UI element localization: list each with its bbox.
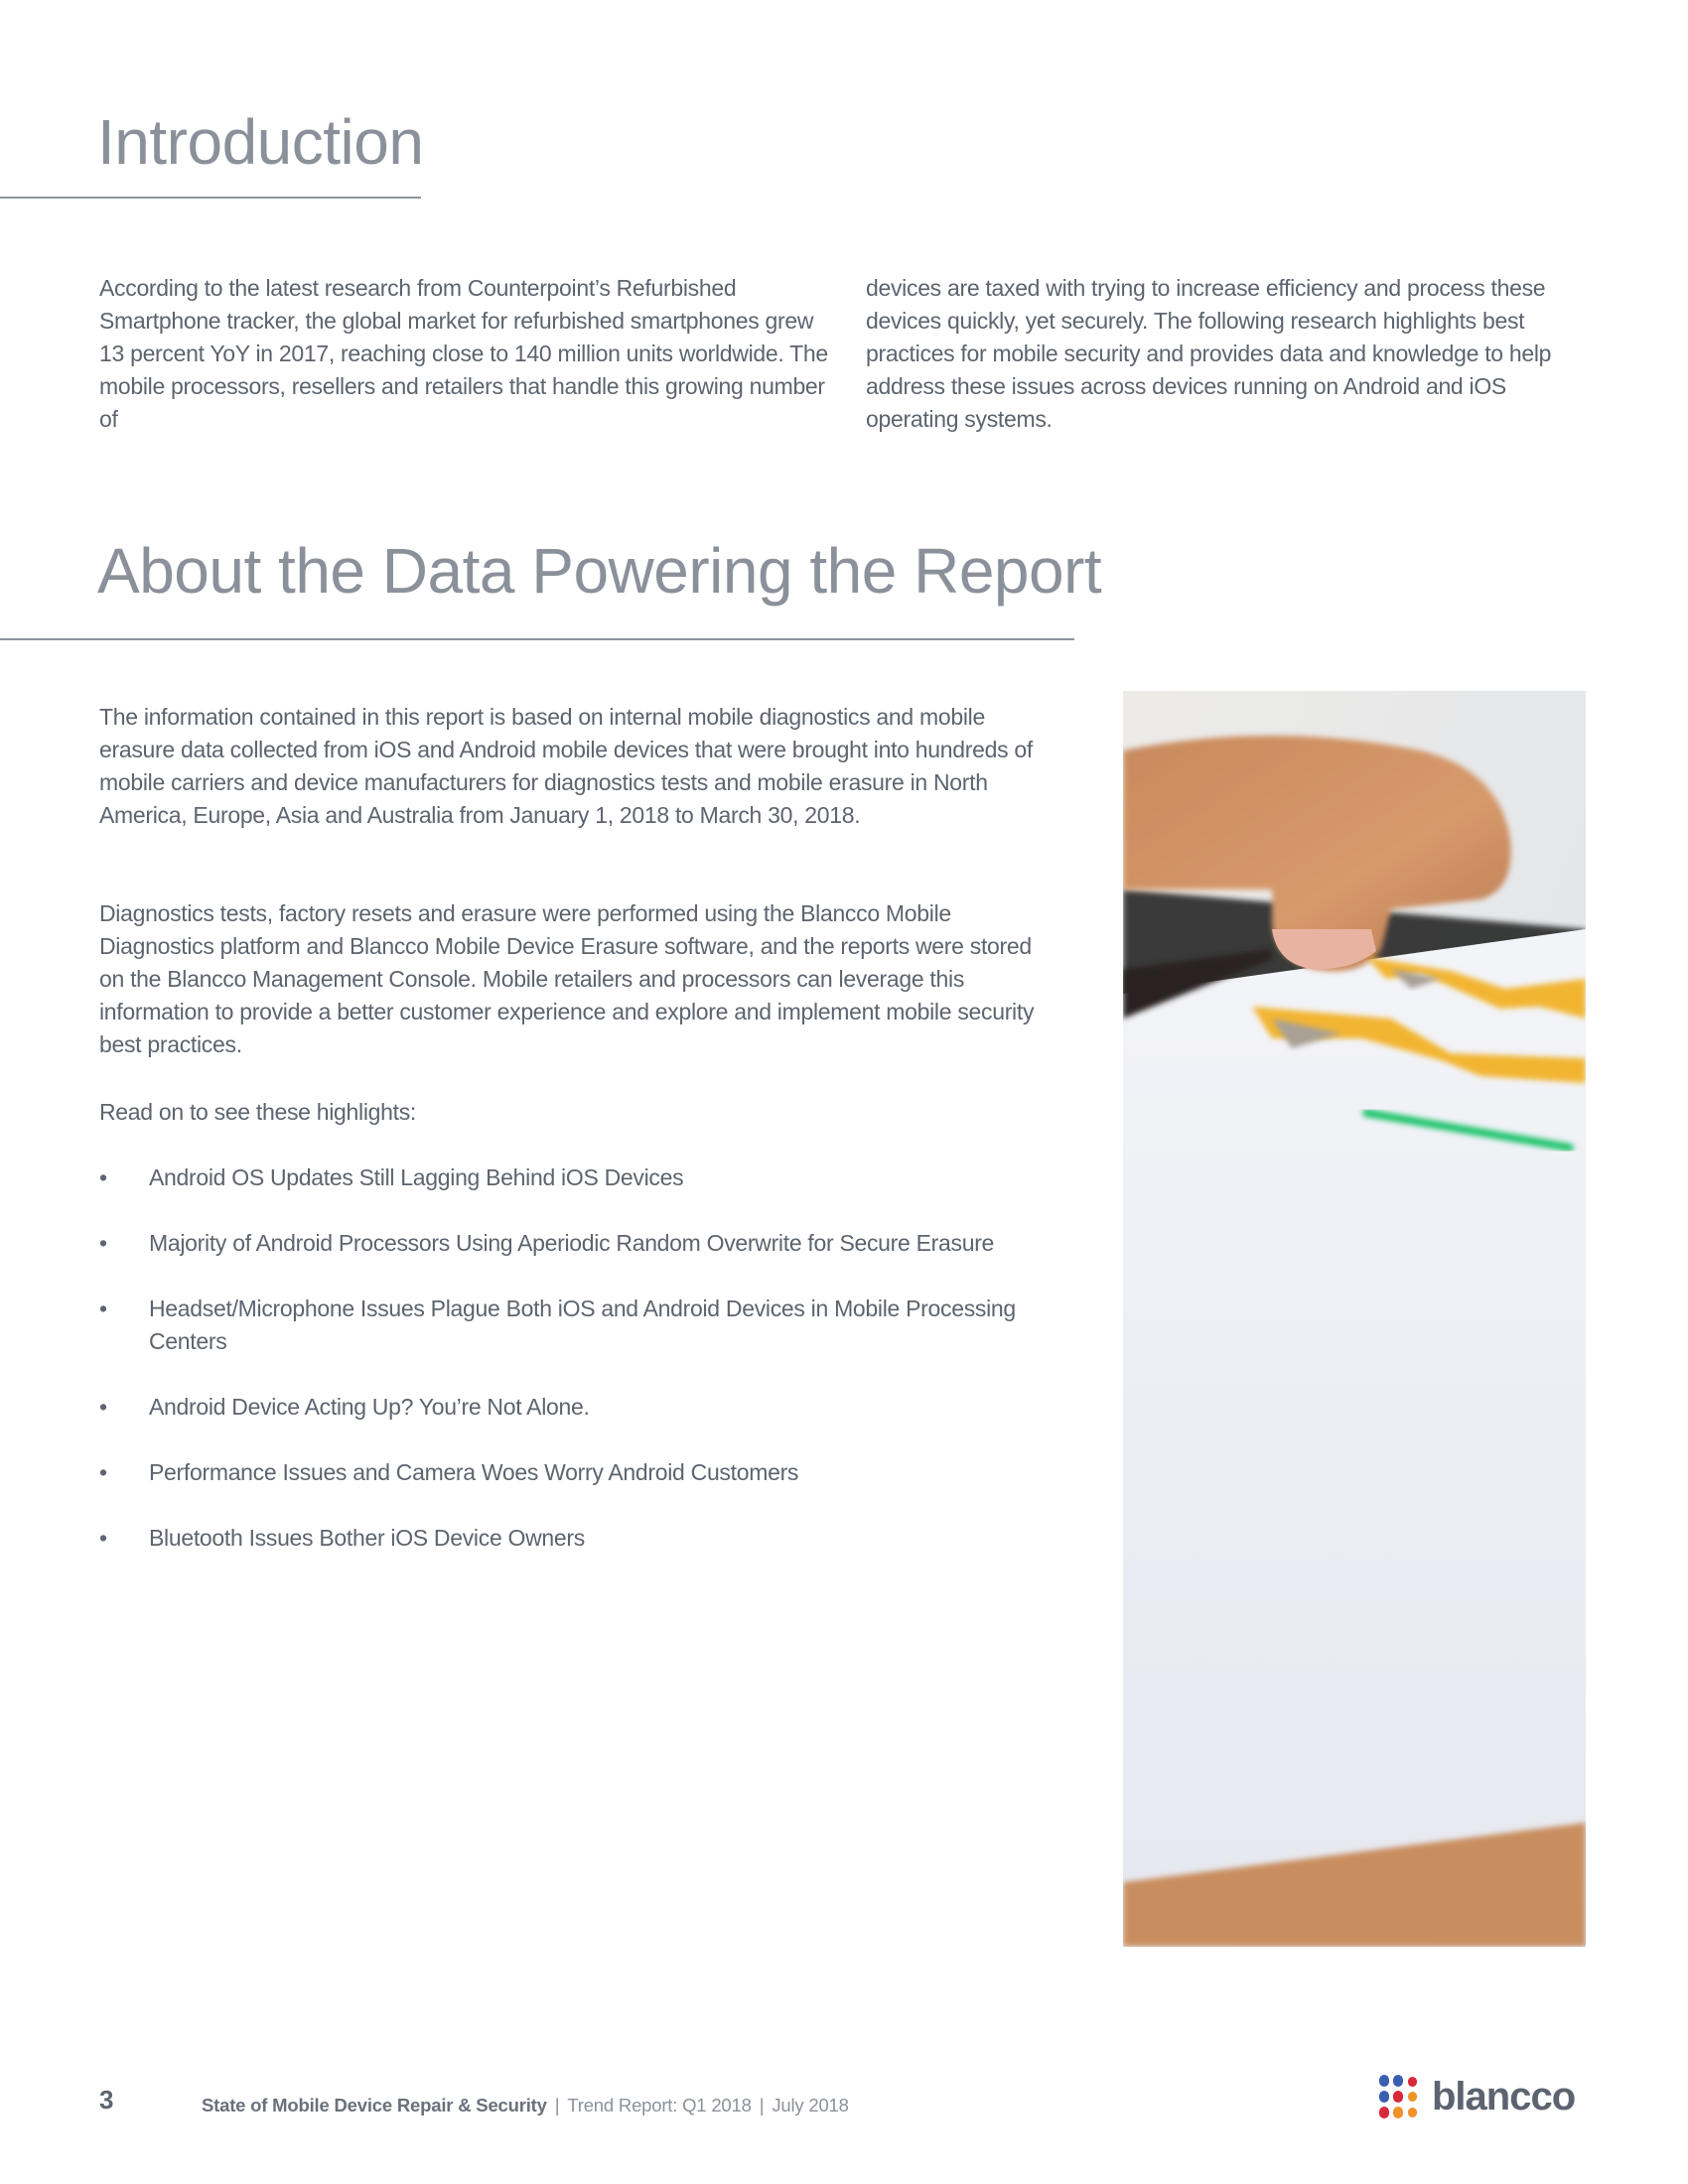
highlight-text: Performance Issues and Camera Woes Worry Android Customers	[149, 1459, 799, 1485]
page-number: 3	[99, 2085, 114, 2115]
highlight-item	[99, 1456, 1033, 1489]
introduction-heading: Introduction	[97, 106, 424, 178]
about-paragraph-3: Read on to see these highlights:	[99, 1099, 417, 1125]
about-data-divider	[0, 638, 1074, 640]
footer-separator: |	[554, 2095, 560, 2116]
highlight-item	[99, 1227, 1033, 1260]
footer-date: July 2018	[772, 2095, 849, 2116]
about-paragraph-1: The information contained in this report is based on internal mobile diagnostics and mobile erasure data collected from iOS and Android mobile devices that were brought into hundreds of mobile carriers and device manufacturers for diagnostics tests and mobile erasure in North America, Europe, Asia and Australia from January 1, 2018 to March 30, 2018.	[99, 704, 1033, 828]
blancco-logo	[1378, 2073, 1575, 2120]
highlight-item	[99, 1391, 1033, 1424]
introduction-column-1: According to the latest research from Counterpoint’s Refurbished Smartphone tracker, the global market for refurbished smartphones grew 13 percent YoY in 2017, reaching close to 140 million units worldwide. The mobile processors, resellers and retailers that handle this growing number of	[99, 275, 828, 432]
highlight-text: Android Device Acting Up? You’re Not Alone.	[149, 1394, 590, 1420]
bullet: •	[99, 1296, 107, 1321]
highlights-list	[99, 1161, 1033, 1587]
highlight-text: Android OS Updates Still Lagging Behind iOS Devices	[149, 1164, 684, 1190]
highlight-item	[99, 1522, 1033, 1555]
highlight-text: Bluetooth Issues Bother iOS Device Owners	[149, 1525, 585, 1551]
footer-text	[202, 2095, 849, 2116]
photo-illustration	[1123, 691, 1586, 1947]
bullet: •	[99, 1459, 107, 1485]
highlight-text: Majority of Android Processors Using Aperiodic Random Overwrite for Secure Erasure	[149, 1230, 995, 1256]
about-data-heading: About the Data Powering the Report	[97, 535, 1102, 607]
highlight-item	[99, 1161, 1033, 1194]
footer-edition: Trend Report: Q1 2018	[567, 2095, 752, 2116]
blancco-dots-icon	[1378, 2073, 1424, 2120]
highlight-item	[99, 1293, 1033, 1358]
about-paragraph-2: Diagnostics tests, factory resets and erasure were performed using the Blancco Mobile Diagnostics platform and Blancco Mobile Device Erasure software, and the reports were stored on the Blancco Management Console. Mobile retailers and processors can leverage this information to provide a better customer experience and explore and implement mobile security best practices.	[99, 900, 1035, 1057]
finger-touching-tablet-photo	[1123, 691, 1586, 1947]
bullet: •	[99, 1230, 107, 1256]
footer-separator: |	[759, 2095, 765, 2116]
blancco-wordmark: blancco	[1432, 2074, 1576, 2118]
bullet: •	[99, 1525, 107, 1551]
bullet: •	[99, 1394, 107, 1420]
introduction-divider	[0, 197, 421, 199]
highlight-text: Headset/Microphone Issues Plague Both iOS and Android Devices in Mobile Processing Centers	[149, 1296, 1016, 1354]
introduction-column-2: devices are taxed with trying to increase efficiency and process these devices quickly, yet securely. The following research highlights best practices for mobile security and provides data and knowledge to help address these issues across devices running on Android and iOS operating systems.	[866, 275, 1552, 432]
bullet: •	[99, 1164, 107, 1190]
footer-report-title: State of Mobile Device Repair & Security	[202, 2095, 547, 2116]
